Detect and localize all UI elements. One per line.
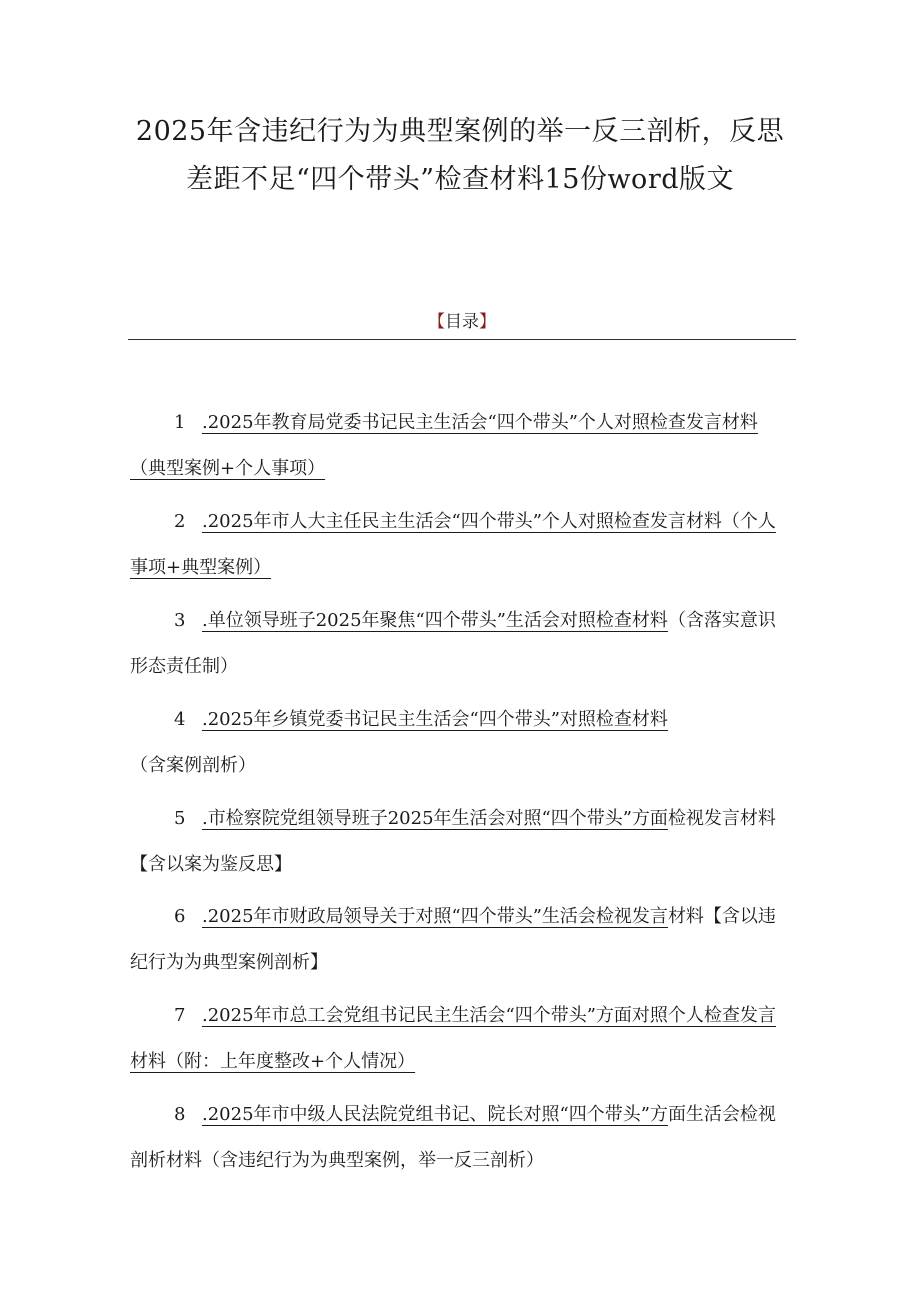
toc-item-6 xyxy=(130,894,790,986)
toc-item-number: 7 xyxy=(174,1005,186,1026)
toc-item-number: 6 xyxy=(174,906,186,927)
toc-item-link[interactable]: .2025年市财政局领导关于对照“四个带头”生活会检视发言 xyxy=(202,906,668,927)
toc-heading-text: 目录 xyxy=(445,312,479,332)
toc-item-rest: 面生活会检视剖析材料（含违纪行为为典型案例，举一反三剖析） xyxy=(130,1104,776,1171)
toc-item-number: 3 xyxy=(174,610,186,631)
toc-item-link[interactable]: .2025年市中级人民法院党组书记、院长对照“四个带头”方 xyxy=(202,1104,668,1125)
toc-heading-open-bracket: 【 xyxy=(428,312,445,332)
toc-item-link[interactable]: .市检察院党组领导班子2025年生活会对照“四个带头”方面 xyxy=(202,808,668,829)
toc-item-link[interactable]: .2025年乡镇党委书记民主生活会“四个带头”对照检查材料 xyxy=(202,709,668,730)
toc-item-number: 8 xyxy=(174,1104,186,1125)
toc-item-number: 5 xyxy=(174,808,186,829)
toc-item-rest: 材料【含以违纪行为为典型案例剖析】 xyxy=(130,906,776,973)
toc-item-1 xyxy=(130,400,790,492)
toc-item-rest: （含落实意识形态责任制） xyxy=(130,610,776,677)
toc-item-7 xyxy=(130,993,790,1085)
toc-heading xyxy=(128,307,796,337)
toc-item-link[interactable]: .2025年市总工会党组书记民主生活会“四个带头”方面对照个人检查发言材料（附：上年度整改+个人情况） xyxy=(130,1005,776,1072)
toc-item-number: 1 xyxy=(174,412,186,433)
title-line-2: 差距不足“四个带头”检查材料15份word版文 xyxy=(185,164,735,195)
toc-list xyxy=(130,400,790,1191)
toc-item-link[interactable]: .单位领导班子2025年聚焦“四个带头”生活会对照检查材料 xyxy=(202,610,668,631)
toc-divider xyxy=(128,339,796,340)
toc-item-number: 4 xyxy=(174,709,186,730)
toc-item-link[interactable]: .2025年教育局党委书记民主生活会“四个带头”个人对照检查发言材料（典型案例+个人事项） xyxy=(130,412,758,479)
toc-item-link[interactable]: .2025年市人大主任民主生活会“四个带头”个人对照检查发言材料（个人事项+典型案例） xyxy=(130,511,776,578)
toc-item-5 xyxy=(130,796,790,888)
toc-item-rest: （含案例剖析） xyxy=(130,755,256,776)
toc-item-3 xyxy=(130,598,790,690)
toc-item-2 xyxy=(130,499,790,591)
toc-item-number: 2 xyxy=(174,511,186,532)
toc-item-4 xyxy=(130,697,790,789)
toc-heading-close-bracket: 】 xyxy=(479,312,496,332)
title-line-1: 2025年含违纪行为为典型案例的举一反三剖析，反思 xyxy=(135,116,785,147)
toc-item-rest: 检视发言材料【含以案为鉴反思】 xyxy=(130,808,776,875)
document-title xyxy=(120,108,800,204)
toc-item-8 xyxy=(130,1092,790,1184)
